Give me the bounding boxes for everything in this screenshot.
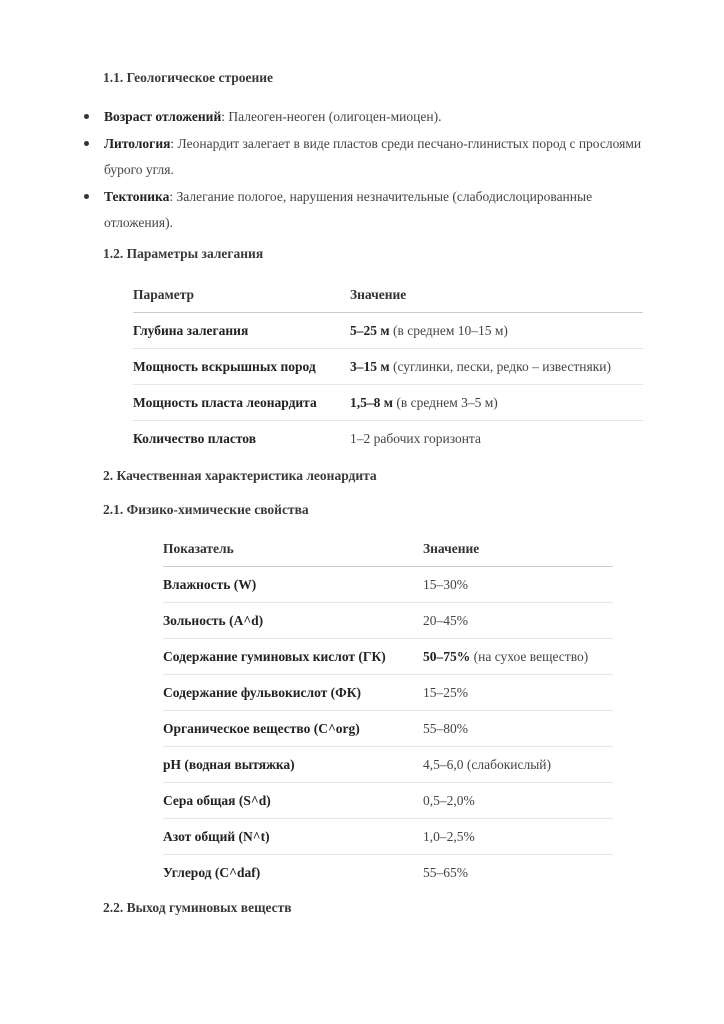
- section-heading-1-1: 1.1. Геологическое строение: [103, 70, 274, 85]
- parameter-name: Мощность вскрышных пород: [133, 349, 350, 385]
- list-item: [84, 104, 644, 130]
- table-row: [163, 639, 613, 675]
- indicator-value: [423, 747, 613, 783]
- column-header-parameter: Параметр: [133, 278, 350, 313]
- parameter-value: [350, 385, 643, 421]
- column-header-value: Значение: [350, 278, 643, 313]
- table-row: [163, 819, 613, 855]
- indicator-name: pH (водная вытяжка): [163, 747, 423, 783]
- value-rest: 0,5–2,0%: [423, 792, 475, 808]
- value-rest: 1,0–2,5%: [423, 828, 475, 844]
- table-row: [163, 747, 613, 783]
- column-header-value: Значение: [423, 532, 613, 567]
- indicator-name: Органическое вещество (C^org): [163, 711, 423, 747]
- parameter-value: [350, 349, 643, 385]
- table-row: [163, 603, 613, 639]
- bullet-icon: [84, 194, 89, 199]
- bullet-text: Залегание пологое, нарушения незначительные (слабодислоцированные отложения).: [104, 189, 593, 230]
- value-rest: (суглинки, пески, редко – известняки): [389, 358, 612, 374]
- table-header-row: [133, 278, 643, 313]
- section-heading-2-2: 2.2. Выход гуминовых веществ: [103, 900, 292, 915]
- table-header-row: [163, 532, 613, 567]
- bullet-separator: :: [170, 136, 175, 151]
- table-row: [163, 711, 613, 747]
- value-rest: 15–30%: [423, 576, 468, 592]
- table-row: [133, 313, 643, 349]
- bullet-text: Леонардит залегает в виде пластов среди песчано-глинистых пород с прослоями бурого угля.: [104, 136, 642, 177]
- indicator-name: Сера общая (S^d): [163, 783, 423, 819]
- indicator-value: [423, 819, 613, 855]
- geology-bullet-list: [84, 104, 644, 237]
- value-rest: 15–25%: [423, 684, 468, 700]
- value-rest: (в среднем 10–15 м): [389, 322, 508, 338]
- bedding-parameters-table: [133, 278, 643, 456]
- bullet-term: Литология: [104, 136, 171, 151]
- value-bold: 1,5–8 м: [350, 394, 393, 410]
- value-bold: 3–15 м: [350, 358, 390, 374]
- physicochemical-properties-table: [163, 532, 613, 890]
- indicator-value: [423, 603, 613, 639]
- list-item: [84, 184, 644, 236]
- indicator-name: Азот общий (N^t): [163, 819, 423, 855]
- table-row: [163, 567, 613, 603]
- indicator-value: [423, 783, 613, 819]
- indicator-name: Зольность (A^d): [163, 603, 423, 639]
- table-row: [163, 783, 613, 819]
- bullet-separator: :: [221, 109, 225, 124]
- parameter-name: Количество пластов: [133, 430, 257, 446]
- bullet-icon: [84, 141, 89, 146]
- indicator-value: [423, 567, 613, 603]
- indicator-value: [423, 855, 613, 891]
- bullet-term: Тектоника: [104, 189, 170, 204]
- parameter-value: [350, 421, 643, 457]
- value-rest: (на сухое вещество): [470, 648, 589, 664]
- value-bold: 5–25 м: [350, 322, 390, 338]
- parameter-name: Глубина залегания: [133, 313, 350, 349]
- table-row: [133, 385, 643, 421]
- indicator-name: Углерод (C^daf): [163, 864, 261, 880]
- value-rest: 55–65%: [423, 864, 468, 880]
- value-rest: 4,5–6,0 (слабокислый): [423, 756, 552, 772]
- table-row: [163, 855, 613, 891]
- section-heading-2-1: 2.1. Физико-химические свойства: [103, 502, 309, 517]
- indicator-value: [423, 711, 613, 747]
- indicator-value: [423, 639, 613, 675]
- section-heading-1-2: 1.2. Параметры залегания: [103, 246, 264, 261]
- bullet-term: Возраст отложений: [104, 109, 222, 124]
- value-rest: 20–45%: [423, 612, 468, 628]
- indicator-value: [423, 675, 613, 711]
- parameter-name: Мощность пласта леонардита: [133, 385, 350, 421]
- bullet-separator: :: [169, 189, 174, 204]
- table-row: [133, 421, 643, 457]
- parameter-value: [350, 313, 643, 349]
- bullet-icon: [84, 114, 89, 119]
- list-item: [84, 131, 644, 183]
- bullet-text: Палеоген-неоген (олигоцен-миоцен).: [225, 109, 442, 124]
- value-rest: (в среднем 3–5 м): [392, 394, 498, 410]
- indicator-name: Содержание фульвокислот (ФК): [163, 675, 423, 711]
- section-heading-2: 2. Качественная характеристика леонардита: [103, 468, 377, 483]
- value-bold: 50–75%: [423, 648, 471, 664]
- indicator-name: Содержание гуминовых кислот (ГК): [163, 639, 423, 675]
- column-header-indicator: Показатель: [163, 532, 423, 567]
- table-row: [133, 349, 643, 385]
- table-row: [163, 675, 613, 711]
- value-rest: 55–80%: [423, 720, 468, 736]
- indicator-name: Влажность (W): [163, 567, 423, 603]
- value-rest: 1–2 рабочих горизонта: [350, 430, 481, 446]
